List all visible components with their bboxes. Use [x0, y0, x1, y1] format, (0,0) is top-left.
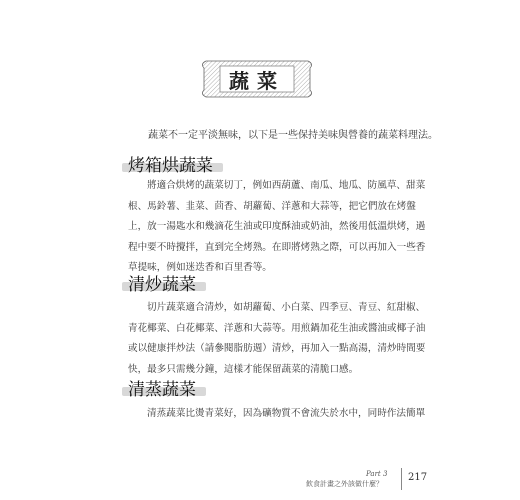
section-body-oven-roasted	[128, 176, 426, 279]
section-body-stir-fried	[128, 298, 426, 380]
body-line: 程中要不時攪拌，直到完全烤熟。在即將烤熟之際，可以再加入一些香	[128, 241, 426, 253]
body-line: 青花椰菜、白花椰菜、洋蔥和大蒜等。用煎鍋加花生油或醬油或椰子油	[128, 322, 426, 334]
page-title: 蔬菜	[229, 68, 285, 93]
body-line: 上，放一湯匙水和幾滴花生油或印度酥油或奶油，然後用低溫烘烤，過	[128, 221, 426, 232]
section-heading-steamed: 清蒸蔬菜	[128, 375, 196, 397]
body-line: 或以健康拌炒法（請參閱脂肪週）清炒，再加入一點高湯，清炒時間要	[128, 343, 426, 354]
page-number: 217	[408, 472, 428, 483]
footer-chapter-subtitle: 飲食計畫之外該做什麼？	[306, 480, 383, 488]
body-line: 清蒸蔬菜比燙青菜好，因為礦物質不會流失於水中，同時作法簡單	[147, 408, 426, 419]
body-line: 快，最多只需幾分鐘，這樣才能保留蔬菜的清脆口感。	[128, 363, 359, 375]
footer-divider	[401, 468, 402, 490]
title-banner	[198, 58, 316, 100]
body-line: 草提味，例如迷迭香和百里香等。	[128, 262, 272, 273]
body-line: 將適合烘烤的蔬菜切丁，例如西葫蘆、南瓜、地瓜、防風草、甜菜	[147, 180, 426, 191]
intro-text: 蔬菜不一定平淡無味，以下是一些保持美味與營養的蔬菜料理法。	[148, 130, 438, 141]
section-heading-oven-roasted: 烤箱烘蔬菜	[128, 151, 213, 173]
footer-part-label: Part 3	[366, 470, 388, 478]
body-line: 根、馬鈴薯、韭菜、茴香、胡蘿蔔、洋蔥和大蒜等，把它們放在烤盤	[128, 200, 416, 212]
body-line: 切片蔬菜適合清炒，如胡蘿蔔、小白菜、四季豆、青豆、紅甜椒、	[147, 302, 426, 313]
section-body-steamed	[128, 404, 426, 425]
section-heading-stir-fried: 清炒蔬菜	[128, 270, 196, 292]
